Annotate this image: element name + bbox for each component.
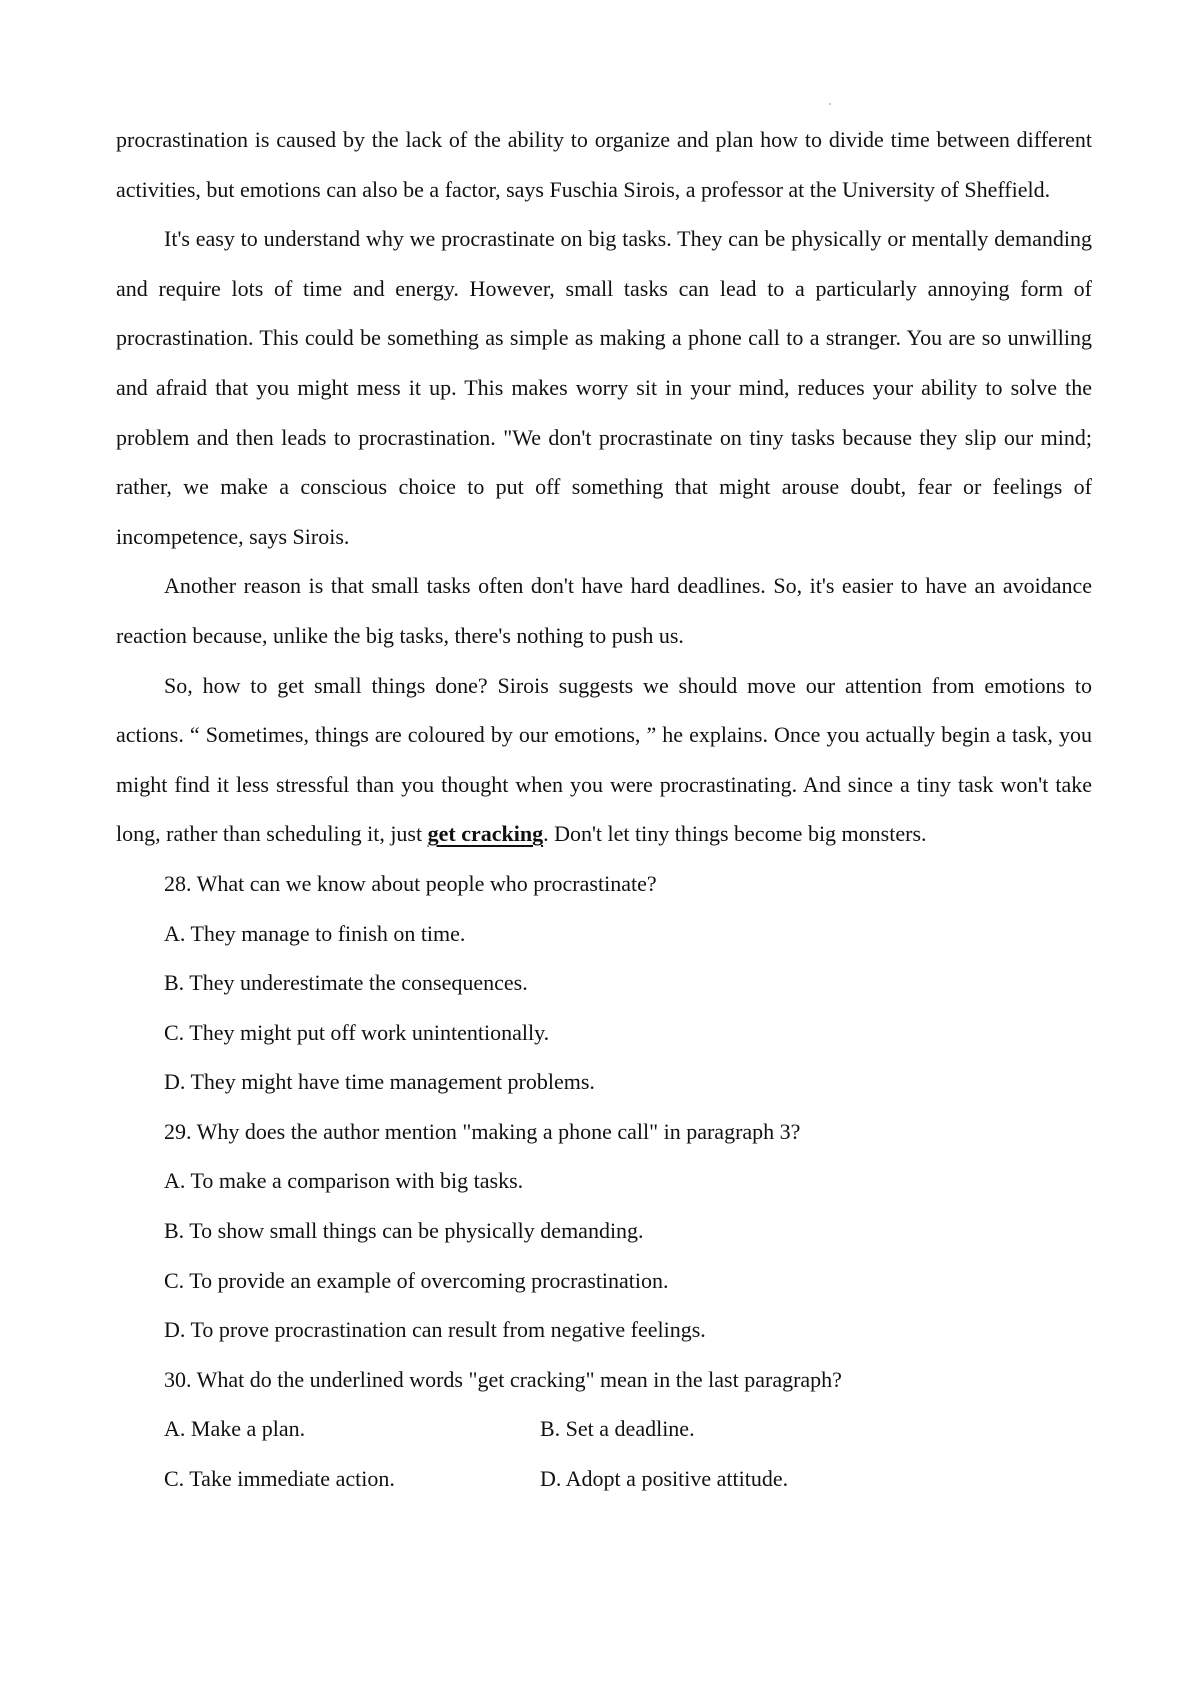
underlined-phrase-get-cracking: get cracking [427,821,544,847]
answer-option: A. To make a comparison with big tasks. [164,1168,524,1194]
answer-option: A. They manage to finish on time. [164,920,466,946]
answer-option: D. Adopt a positive attitude. [540,1466,789,1492]
passage-paragraph-4 [116,661,1092,859]
paragraph-4-text-before: So, how to get small things done? Sirois suggests we should move our attention from emotions to actions. “ Sometimes, things are coloured by our emotions, ” he explains. Once you actually begin a task, you might find it less stressful than you thought when you were procrastinating. And since a tiny task won't take long, rather than scheduling it, just [116,672,1092,847]
answer-option: B. They underestimate the consequences. [164,970,528,996]
answer-option: D. They might have time management problems. [164,1069,595,1095]
passage-paragraph-3: Another reason is that small tasks often don't have hard deadlines. So, it's easier to have an avoidance reaction because, unlike the big tasks, there's nothing to push us. [116,573,1092,648]
answer-option: C. They might put off work unintentionally. [164,1019,550,1045]
exam-page [116,115,1092,1504]
question-stem: 30. What do the underlined words "get cracking" mean in the last paragraph? [164,1366,842,1392]
question-stem: 29. Why does the author mention "making a phone call" in paragraph 3? [164,1118,801,1144]
question-28 [116,859,1092,1107]
question-stem: 28. What can we know about people who procrastinate? [164,870,657,896]
question-30 [116,1355,1092,1504]
scan-speck [829,103,831,105]
answer-option: A. Make a plan. [164,1416,306,1442]
answer-option: B. Set a deadline. [540,1416,695,1442]
question-29 [116,1107,1092,1355]
answer-option-row [116,1454,1092,1504]
passage-paragraph-2: It's easy to understand why we procrastinate on big tasks. They can be physically or mentally demanding and require lots of time and energy. However, small tasks can lead to a particularly annoying form of procrastination. This could be something as simple as making a phone call to a stranger. You are so unwilling and afraid that you might mess it up. This makes worry sit in your mind, reduces your ability to solve the problem and then leads to procrastination. "We don't procrastinate on tiny tasks because they slip our mind; rather, we make a conscious choice to put off something that might arouse doubt, fear or feelings of incompetence, says Sirois. [116,226,1092,549]
answer-option: C. To provide an example of overcoming procrastination. [164,1267,669,1293]
passage-paragraph-1: procrastination is caused by the lack of the ability to organize and plan how to divide time between different activities, but emotions can also be a factor, says Fuschia Sirois, a professor at the University of Sheffield. [116,127,1092,202]
paragraph-4-text-after: . Don't let tiny things become big monsters. [543,821,927,847]
answer-option: D. To prove procrastination can result from negative feelings. [164,1317,706,1343]
answer-option: C. Take immediate action. [164,1466,395,1492]
answer-option-row [116,1404,1092,1454]
answer-option: B. To show small things can be physically demanding. [164,1218,644,1244]
